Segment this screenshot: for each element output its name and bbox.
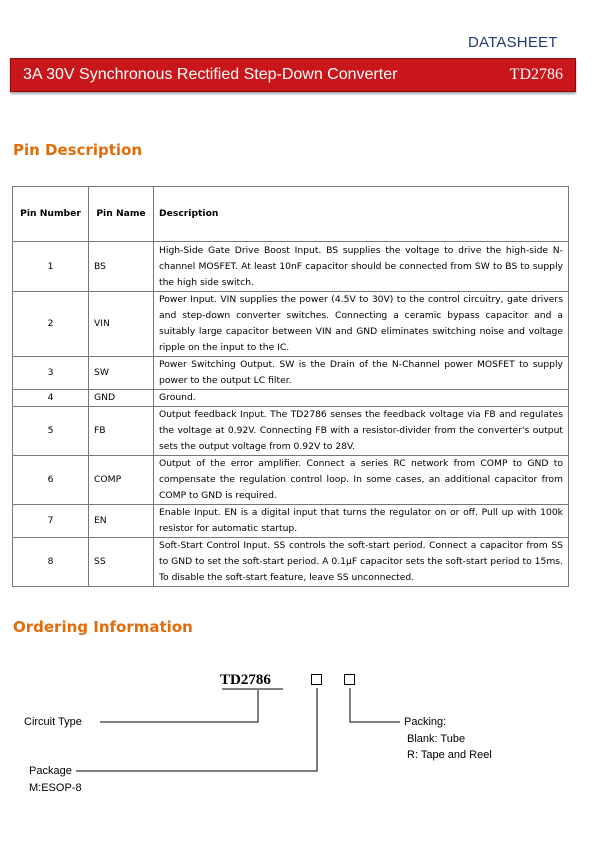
packing-code-box	[344, 674, 355, 685]
pin-description: Power Input. VIN supplies the power (4.5V to 30V) to the control circuitry, gate drivers and step-down converter switches. Connecting a ceramic bypass capacitor and a suitably large capacitor between VIN and GND eliminates switching noise and voltage ripple on the input to the IC.	[154, 292, 569, 357]
pin-description: Power Switching Output. SW is the Drain of the N-Channel power MOSFET to supply power to the output LC filter.	[154, 357, 569, 390]
pin-name: EN	[89, 505, 154, 538]
packing-r-option: R: Tape and Reel	[407, 749, 492, 761]
packing-label: Packing:	[404, 716, 447, 728]
pin-description: Ground.	[154, 390, 569, 407]
packing-leader	[350, 688, 400, 722]
column-header-description: Description	[154, 187, 569, 242]
pin-description-heading: Pin Description	[13, 141, 143, 159]
datasheet-label: DATASHEET	[468, 34, 558, 51]
package-label: Package	[29, 765, 72, 777]
ordering-information-heading: Ordering Information	[13, 618, 193, 636]
ordering-part-number: TD2786	[220, 672, 271, 688]
pin-name: FB	[89, 407, 154, 456]
pin-name: BS	[89, 242, 154, 292]
pin-number: 3	[13, 357, 89, 390]
pin-number: 2	[13, 292, 89, 357]
pin-number: 7	[13, 505, 89, 538]
part-number: TD2786	[509, 66, 563, 83]
pin-name: SW	[89, 357, 154, 390]
pin-number: 5	[13, 407, 89, 456]
pin-name: SS	[89, 538, 154, 587]
pin-description: Output feedback Input. The TD2786 senses the feedback voltage via FB and regulates the voltage at 0.92V. Connecting FB with a resistor-divider from the converter's output sets the output voltage from 0.92V to 28V.	[154, 407, 569, 456]
pin-name: GND	[89, 390, 154, 407]
pin-number: 8	[13, 538, 89, 587]
pin-number: 6	[13, 456, 89, 505]
pin-description: Enable Input. EN is a digital input that turns the regulator on or off. Pull up with 100k resistor for automatic startup.	[154, 505, 569, 538]
package-leader	[76, 688, 317, 771]
pin-description: Output of the error amplifier. Connect a series RC network from COMP to GND to compensate the regulation control loop. In some cases, an additional capacitor from COMP to GND is required.	[154, 456, 569, 505]
package-value: M:ESOP-8	[29, 782, 82, 794]
pin-description: Soft-Start Control Input. SS controls the soft-start period. Connect a capacitor from SS to GND to set the soft-start period. A 0.1μF capacitor sets the soft-start period to 15ms. To disable the soft-start feature, leave SS unconnected.	[154, 538, 569, 587]
pin-number: 4	[13, 390, 89, 407]
package-code-box	[311, 674, 322, 685]
pin-description: High-Side Gate Drive Boost Input. BS supplies the voltage to drive the high-side N-channel MOSFET. At least 10nF capacitor should be connected from SW to BS to supply the high side switch.	[154, 242, 569, 292]
column-header-pin-number: Pin Number	[13, 187, 89, 242]
packing-blank-option: Blank: Tube	[407, 733, 466, 745]
pin-number: 1	[13, 242, 89, 292]
column-header-pin-name: Pin Name	[89, 187, 154, 242]
circuit-type-leader	[100, 690, 258, 722]
pin-name: VIN	[89, 292, 154, 357]
circuit-type-label: Circuit Type	[24, 716, 82, 728]
document-title: 3A 30V Synchronous Rectified Step-Down Converter	[23, 66, 398, 83]
pin-name: COMP	[89, 456, 154, 505]
